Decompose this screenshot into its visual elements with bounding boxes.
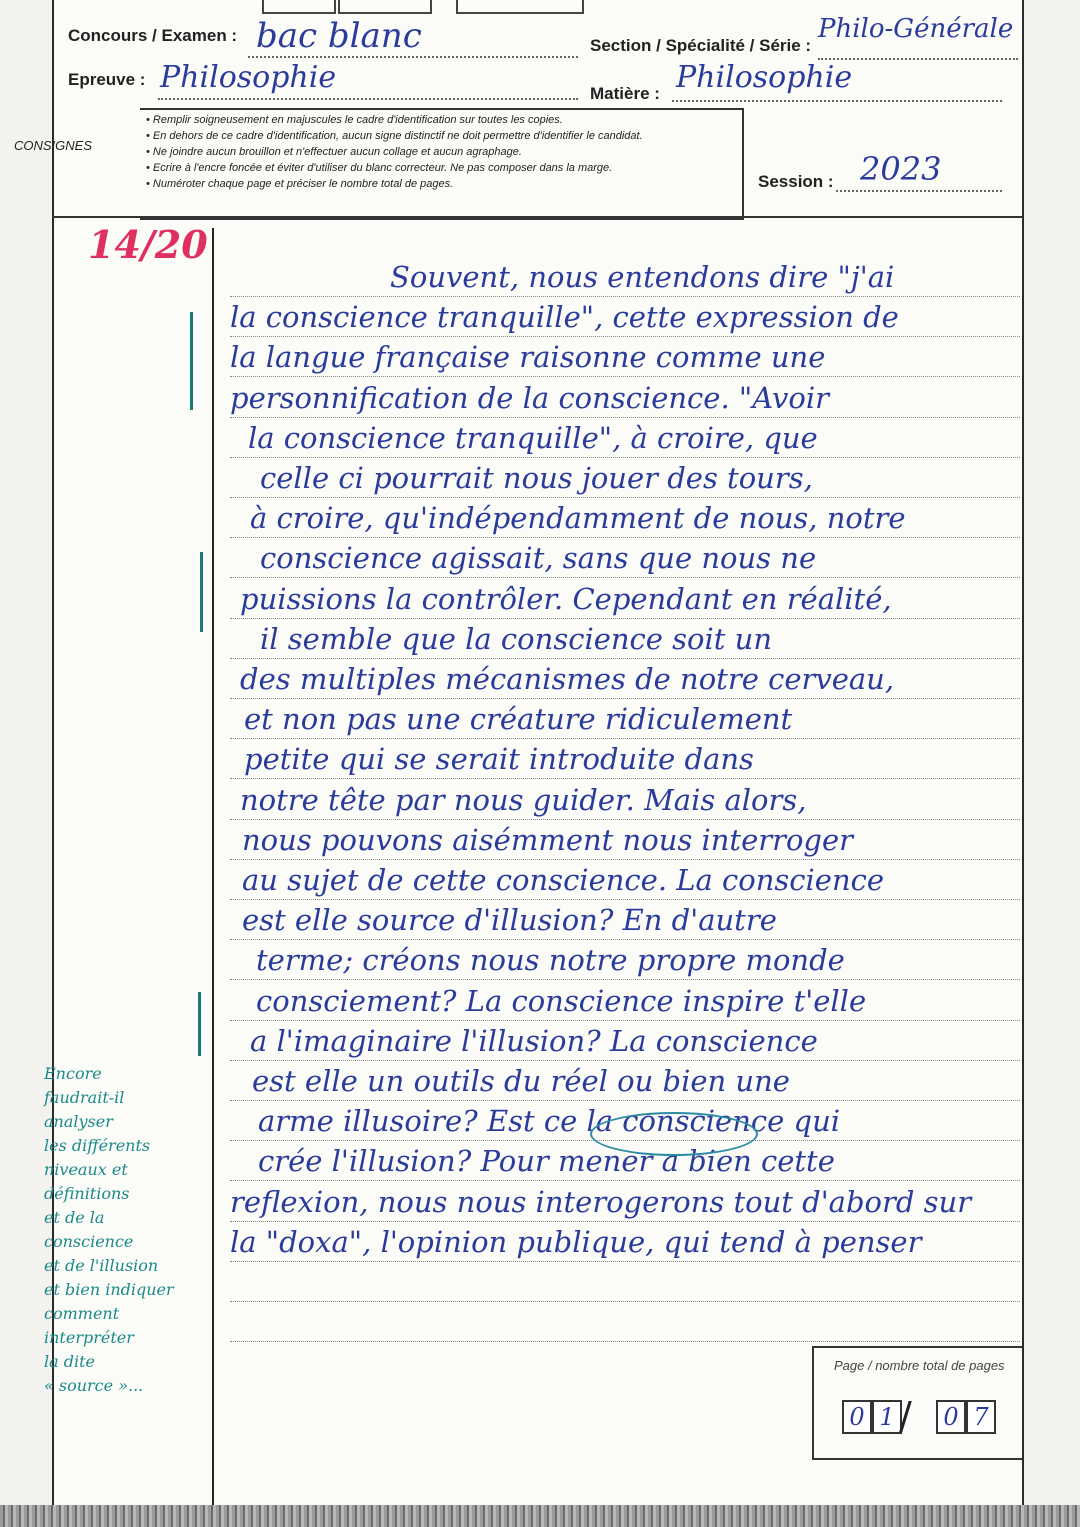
consigne-item: • En dehors de ce cadre d'identification, aucun signe distinctif ne doit permettre d'identifier le candidat. <box>146 128 746 144</box>
essay-line: la conscience tranquille", cette expression de <box>230 300 899 335</box>
ruled-line <box>230 417 1020 418</box>
section-value: Philo-Générale <box>818 14 1014 44</box>
essay-line: la langue française raisonne comme une <box>230 340 826 375</box>
ruled-line <box>230 1221 1020 1222</box>
page-current-digit: 1 <box>872 1400 902 1434</box>
consigne-item: • Numéroter chaque page et préciser le nombre total de pages. <box>146 176 746 192</box>
margin-comment <box>44 1062 204 1398</box>
ruled-line <box>230 859 1020 860</box>
essay-line: Souvent, nous entendons dire "j'ai <box>390 260 895 294</box>
consigne-item: • Ecrire à l'encre foncée et éviter d'utiliser du blanc correcteur. Ne pas composer dans la marge. <box>146 160 746 176</box>
ruled-line <box>230 457 1020 458</box>
session-value: 2023 <box>860 150 942 188</box>
comment-line: « source »... <box>44 1376 144 1395</box>
essay-line: conscience agissait, sans que nous ne <box>260 541 817 576</box>
essay-line: puissions la contrôler. Cependant en réalité, <box>240 581 892 616</box>
essay-line: la "doxa", l'opinion publique, qui tend à penser <box>230 1224 922 1259</box>
matiere-label: Matière : <box>590 84 660 103</box>
correction-circle <box>590 1112 758 1156</box>
essay-line: terme; créons nous notre propre monde <box>256 943 845 978</box>
grade-mark: 14/20 <box>88 222 208 267</box>
correction-bar <box>200 552 203 632</box>
essay-line: consciement? La conscience inspire t'elle <box>256 983 867 1018</box>
page-total-digit: 0 <box>936 1400 966 1434</box>
essay-line: au sujet de cette conscience. La conscience <box>242 863 885 897</box>
session-label: Session : <box>758 172 834 191</box>
matiere-value: Philosophie <box>676 60 853 95</box>
ruled-line <box>230 979 1020 980</box>
essay-line: a l'imaginaire l'illusion? La conscience <box>250 1023 818 1058</box>
correction-bar <box>198 992 201 1056</box>
ruled-line <box>230 497 1020 498</box>
consigne-item: • Ne joindre aucun brouillon et n'effectuer aucun collage et aucun agraphage. <box>146 144 746 160</box>
dotted-line <box>672 100 1002 102</box>
margin-line <box>212 228 214 1505</box>
ruled-line <box>230 778 1020 779</box>
essay-line: notre tête par nous guider. Mais alors, <box>240 782 807 817</box>
essay-line: reflexion, nous nous interogerons tout d'abord sur <box>230 1184 972 1219</box>
consigne-item: • Remplir soigneusement en majuscules le cadre d'identification sur toutes les copies. <box>146 112 746 128</box>
concours-value: bac blanc <box>256 16 422 56</box>
page-current-digit: 0 <box>842 1400 872 1434</box>
essay-line: à croire, qu'indépendamment de nous, notre <box>250 501 906 536</box>
ruled-line <box>230 738 1020 739</box>
consignes-list <box>146 112 746 192</box>
epreuve-label: Epreuve : <box>68 70 146 89</box>
comment-line: analyser <box>44 1112 113 1131</box>
concours-label: Concours / Examen : <box>68 26 238 45</box>
comment-line: les différents <box>44 1136 151 1155</box>
section-label: Section / Spécialité / Série : <box>590 36 812 55</box>
essay-line: celle ci pourrait nous jouer des tours, <box>260 461 813 495</box>
essay-line: nous pouvons aisémment nous interroger <box>242 822 854 857</box>
ruled-line <box>230 296 1020 297</box>
ruled-line <box>230 819 1020 820</box>
header-stub <box>456 0 584 14</box>
ruled-line <box>230 1180 1020 1181</box>
essay-line: arme illusoire? Est ce la conscience qui <box>258 1104 841 1139</box>
comment-line: comment <box>44 1304 120 1323</box>
comment-line: et de la <box>44 1208 105 1227</box>
page-number-label: Page / nombre total de pages <box>834 1358 1005 1373</box>
dotted-line <box>836 190 1002 192</box>
dotted-line <box>248 56 578 58</box>
epreuve-value: Philosophie <box>160 60 337 95</box>
correction-bar <box>190 312 193 410</box>
essay-line: la conscience tranquille", à croire, que <box>248 420 818 455</box>
header-divider <box>52 216 1022 218</box>
consignes-label: CONSIGNES <box>14 138 93 153</box>
comment-line: la dite <box>44 1352 95 1371</box>
essay-line: et non pas une créature ridiculement <box>244 702 793 737</box>
header-stub <box>338 0 432 14</box>
essay-line: il semble que la conscience soit un <box>260 621 773 656</box>
comment-line: et de l'illusion <box>44 1256 159 1275</box>
ruled-line <box>230 1100 1020 1101</box>
ruled-line <box>230 658 1020 659</box>
comment-line: Encore <box>44 1064 102 1083</box>
essay-line: est elle source d'illusion? En d'autre <box>242 903 777 938</box>
comment-line: niveaux et <box>44 1160 128 1179</box>
ruled-line <box>230 899 1020 900</box>
comment-line: conscience <box>44 1232 134 1251</box>
ruled-line <box>230 1060 1020 1061</box>
ruled-line <box>230 618 1020 619</box>
ruled-line <box>230 1020 1020 1021</box>
ruled-line <box>230 336 1020 337</box>
ruled-line <box>230 698 1020 699</box>
comment-line: faudrait-il <box>44 1088 125 1107</box>
page-total-digit: 7 <box>966 1400 996 1434</box>
essay-line: est elle un outils du réel ou bien une <box>252 1064 790 1098</box>
page-separator: / <box>899 1394 912 1438</box>
scan-edge <box>0 1505 1080 1527</box>
ruled-line <box>230 939 1020 940</box>
dotted-line <box>158 98 578 100</box>
header-stub <box>262 0 336 14</box>
ruled-line <box>230 376 1020 377</box>
essay-line: petite qui se serait introduite dans <box>244 742 754 777</box>
comment-line: et bien indiquer <box>44 1280 174 1299</box>
essay-line: crée l'illusion? Pour mener a bien cette <box>258 1144 835 1179</box>
ruled-line <box>230 537 1020 538</box>
ruled-line <box>230 1301 1020 1302</box>
ruled-line <box>230 1341 1020 1342</box>
essay-line: personnification de la conscience. "Avoir <box>230 380 829 415</box>
essay-line: des multiples mécanismes de notre cerveau, <box>240 662 895 696</box>
comment-line: définitions <box>44 1184 130 1203</box>
ruled-line <box>230 1261 1020 1262</box>
ruled-line <box>230 577 1020 578</box>
comment-line: interpréter <box>44 1328 134 1347</box>
